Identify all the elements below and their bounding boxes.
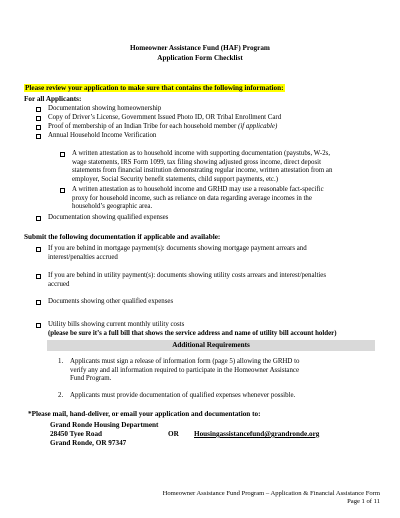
line: proxy for household income, such as reliance on data regarding average incomes in the: [72, 194, 312, 202]
submit-heading: Submit the following documentation if applicable and available:: [24, 233, 221, 241]
line: accrued: [48, 280, 70, 288]
page-footer: [60, 490, 380, 506]
footer-line: Homeowner Assistance Fund Program – Application & Financial Assistance Form: [162, 490, 380, 497]
checkbox[interactable]: [36, 134, 41, 139]
address-line: 28450 Tyee Road: [50, 430, 103, 439]
line: employer, Social Security benefit statements, child support payments, etc.): [72, 175, 279, 183]
list-item: Annual Household Income Verification: [48, 132, 157, 139]
list-item: [48, 272, 388, 289]
additional-requirements-bar: Additional Requirements: [47, 340, 375, 351]
checkbox[interactable]: [60, 152, 65, 157]
line: Fund Program.: [70, 375, 112, 383]
list-item: [70, 392, 370, 401]
list-item: [48, 321, 393, 338]
address-line: Grand Ronde Housing Department: [50, 421, 159, 429]
line: Applicants must sign a release of information form (page 5) allowing the GRHD to: [70, 358, 300, 365]
line: If you are behind in utility payment(s): documents showing utility costs arrears and interest/penalties: [48, 272, 327, 279]
checkbox[interactable]: [36, 247, 41, 252]
line: A written attestation as to household income and GRHD may use a reasonable fact-specific: [72, 186, 324, 193]
all-applicants-heading: For all Applicants:: [24, 95, 82, 103]
mail-instruction: *Please mail, hand-deliver, or email your application and documentation to:: [28, 410, 261, 418]
line: household’s geographic area.: [72, 203, 153, 211]
line: A written attestation as to household income with supporting documentation (paystubs, W-2s,: [72, 150, 331, 157]
line: Utility bills showing current monthly utility costs: [48, 321, 185, 328]
line: verify any and all information required to participate in the Homeowner Assistance: [70, 366, 300, 374]
checkbox[interactable]: [36, 300, 41, 305]
line: Documents showing other qualified expenses: [48, 298, 174, 305]
line: If you are behind in mortgage payment(s): documents showing mortgage payment arrears and: [48, 245, 307, 252]
list-item: [72, 186, 392, 212]
list-item: Documentation showing homeownership: [48, 105, 162, 112]
page-number: Page 1 of 11: [347, 498, 380, 506]
all-applicants-list: [36, 105, 386, 145]
list-item: Copy of Driver’s License, Government Issued Photo ID, OR Tribal Enrollment Card: [48, 114, 282, 121]
review-notice-text: Please review your application to make sure that contains the following information:: [25, 84, 284, 92]
review-notice: [24, 77, 285, 95]
list-item: [72, 150, 392, 184]
address-line: Grand Ronde, OR 97347: [50, 439, 127, 448]
email-link[interactable]: Housingassistancefund@grandronde.org: [194, 430, 320, 438]
or-label: OR: [168, 430, 179, 438]
if-applicable-note: (if applicable): [238, 123, 278, 130]
list-item: [70, 358, 370, 384]
list-item: Documentation showing qualified expenses: [48, 214, 169, 221]
checkbox[interactable]: [36, 274, 41, 279]
list-item: [48, 245, 388, 262]
page-title: Homeowner Assistance Fund (HAF) Program: [130, 44, 270, 52]
list-number: 2.: [58, 392, 64, 399]
utility-note: (please be sure it’s a full bill that shows the service address and name of utility bill account holder): [48, 329, 337, 337]
list-item-text: Proof of membership of an Indian Tribe for each household member: [48, 123, 237, 130]
mailing-address: [50, 421, 158, 449]
line: Applicants must provide documentation of qualified expenses whenever possible.: [70, 392, 296, 399]
checkbox[interactable]: [36, 107, 41, 112]
checkbox[interactable]: [36, 125, 41, 130]
page-subtitle: Application Form Checklist: [157, 54, 243, 62]
line: statements from financial institution demonstrating regular income, written attestation from an: [72, 167, 333, 175]
list-item: [48, 123, 277, 132]
checkbox[interactable]: [60, 188, 65, 193]
checkbox[interactable]: [36, 323, 41, 328]
checkbox[interactable]: [36, 116, 41, 121]
checkbox[interactable]: [36, 216, 41, 221]
line: wage statements, IRS Form 1099, tax filing showing adjusted gross income, direct deposit: [72, 158, 321, 166]
list-item: [48, 298, 388, 307]
list-number: 1.: [58, 358, 64, 365]
line: interest/penalties accrued: [48, 253, 118, 261]
